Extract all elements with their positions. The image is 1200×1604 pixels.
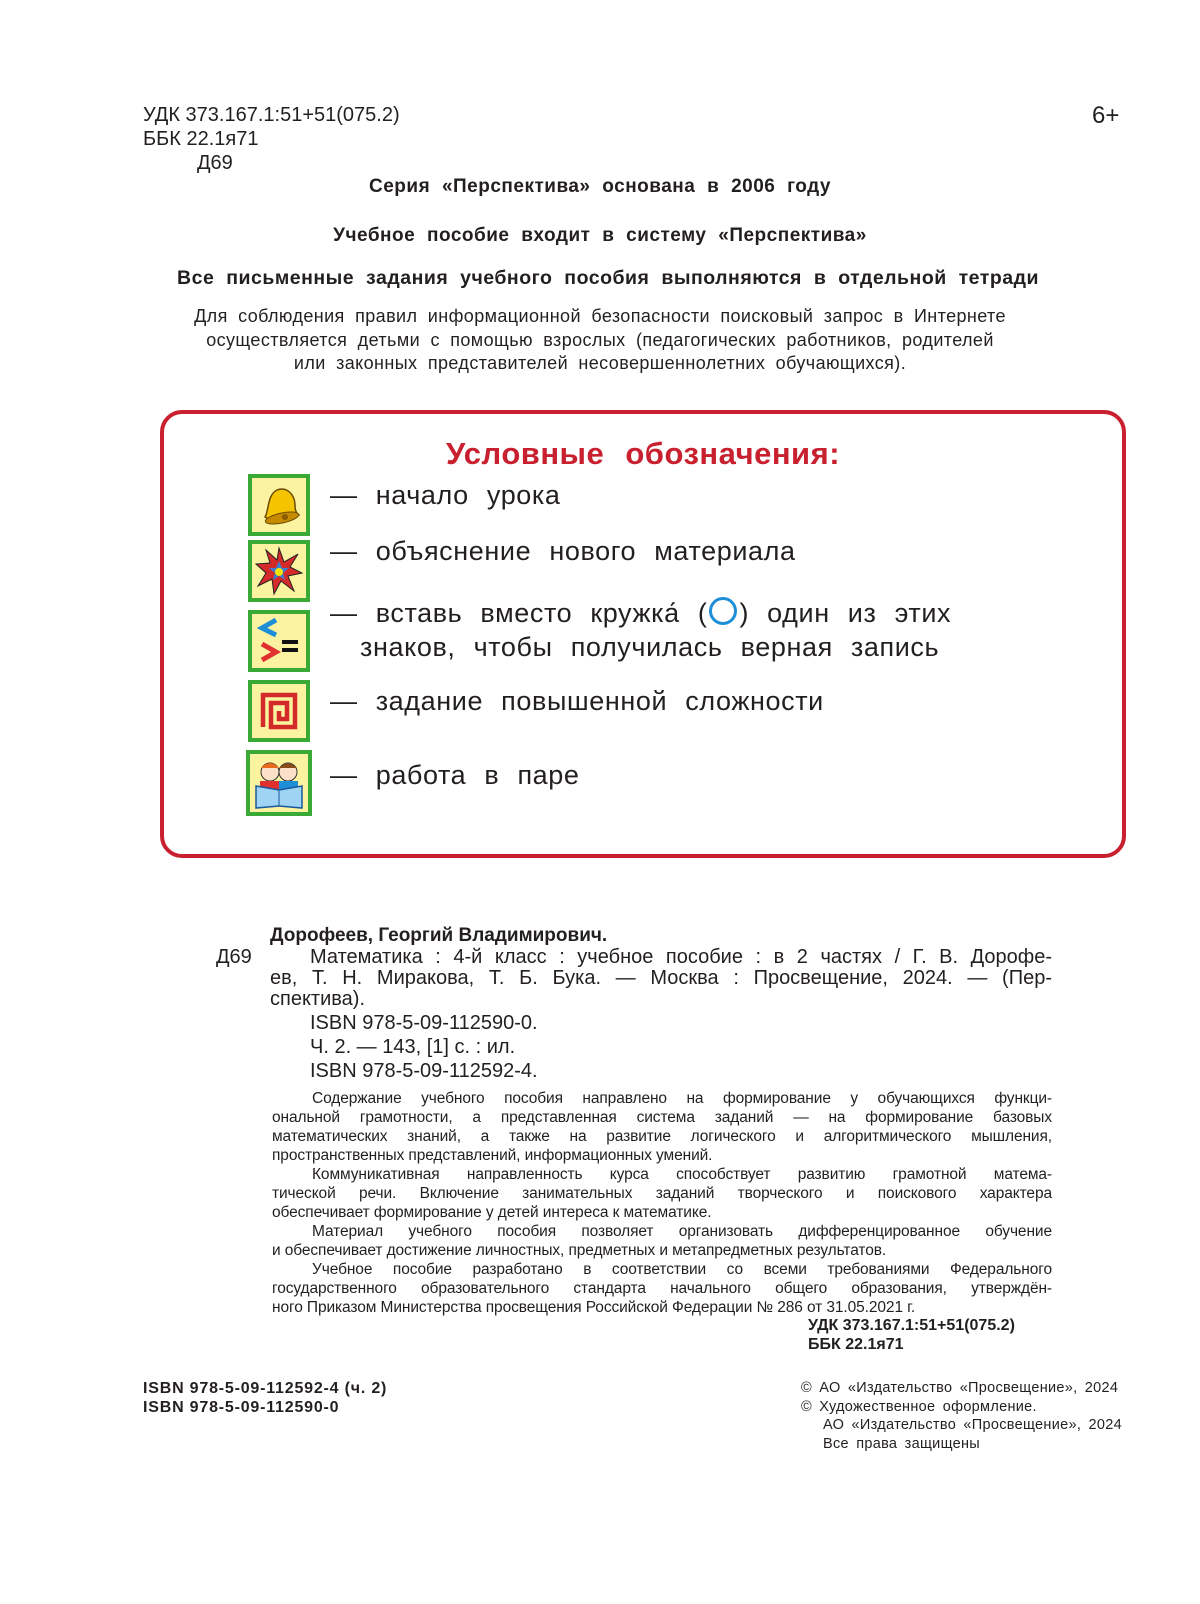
legend-text-lesson-start: — начало урока xyxy=(330,480,561,510)
spiral-icon xyxy=(248,680,310,742)
notebook-line: Все письменные задания учебного пособия выполняются в отдельной тетради xyxy=(177,267,1039,289)
annotation-paragraph: Материал учебного пособия позволяет организовать дифференцированное обучение и обеспечивает достижение личностных, предметных и метапредметных результатов. xyxy=(272,1223,1052,1259)
legend-title: Условные обозначения: xyxy=(445,436,841,471)
annotation xyxy=(272,1089,1052,1317)
bib-code: Д69 xyxy=(216,946,252,968)
copyright-notice: © АО «Издательство «Просвещение», 2024 © Художественное оформление. АО «Издательство «Просвещение», 2024 Все права защищены xyxy=(801,1380,1122,1452)
legend-box xyxy=(160,410,1126,858)
bell-icon xyxy=(248,474,310,536)
bib-record: Математика : 4-й класс : учебное пособие : в 2 частях / Г. В. Дорофе- ев, Т. Н. Миракова, Т. Б. Бука. — Москва : Просвещение, 2024. — (Пер- спектива). ISBN 978-5-09-112590-0. Ч. 2. — 143, [1] с. : ил. ISBN 978-5-09-112592-4. xyxy=(270,946,1052,1082)
bib-classification: УДК 373.167.1:51+51(075.2) ББК 22.1я71 xyxy=(808,1317,1015,1353)
notice-line: Для соблюдения правил информационной безопасности поисковый запрос в Интернете xyxy=(194,306,1006,326)
bbk-header: ББК 22.1я71 xyxy=(143,128,259,150)
legend-text-advanced-task: — задание повышенной сложности xyxy=(330,686,824,716)
legend-text-new-material: — объяснение нового материала xyxy=(330,536,796,566)
star-burst-icon xyxy=(248,540,310,602)
comparison-signs-icon xyxy=(248,610,310,672)
notice-line: или законных представителей несовершеннолетних обучающихся). xyxy=(293,353,907,373)
annotation-paragraph: Коммуникативная направленность курса способствует развитию грамотной матема- тической речи. Включение занимательных заданий творческого и поискового характера обеспечивает формирование у детей интереса к математике. xyxy=(272,1166,1052,1221)
series-line: Серия «Перспектива» основана в 2006 году xyxy=(369,176,831,197)
legend-text-pair-work: — работа в паре xyxy=(330,760,580,790)
blue-circle-icon xyxy=(709,597,737,625)
annotation-paragraph: Учебное пособие разработано в соответствии со всеми требованиями Федерального государственного образовательного стандарта начального общего образования, утверждён- ного Приказом Министерства просвещения Российской Федерации № 286 от 31.05.2021 г. xyxy=(272,1261,1052,1316)
safety-notice xyxy=(0,305,1200,376)
legend-text-insert-sign-2: знаков, чтобы получилась верная запись xyxy=(360,632,940,662)
udk-header: УДК 373.167.1:51+51(075.2) xyxy=(143,104,400,126)
children-reading-icon xyxy=(246,750,312,816)
bib-author: Дорофеев, Георгий Владимирович. xyxy=(270,925,608,946)
notice-line: осуществляется детьми с помощью взрослых (педагогических работников, родителей xyxy=(206,329,994,350)
legend-text-insert-sign: — вставь вместо кружка́ ( ) один из этих xyxy=(330,598,952,628)
system-line: Учебное пособие входит в систему «Перспектива» xyxy=(333,225,867,246)
annotation-paragraph: Содержание учебного пособия направлено на формирование у обучающихся функци- ональной грамотности, а представленная система заданий — на формирование базовых математических знаний, а также на развитие логического и алгоритмического мышления, пространственных представлений, информационных умений. xyxy=(272,1090,1052,1164)
footer-isbn: ISBN 978-5-09-112592-4 (ч. 2) ISBN 978-5-09-112590-0 xyxy=(143,1380,388,1416)
author-code: Д69 xyxy=(197,152,233,174)
age-rating: 6+ xyxy=(1092,102,1120,129)
